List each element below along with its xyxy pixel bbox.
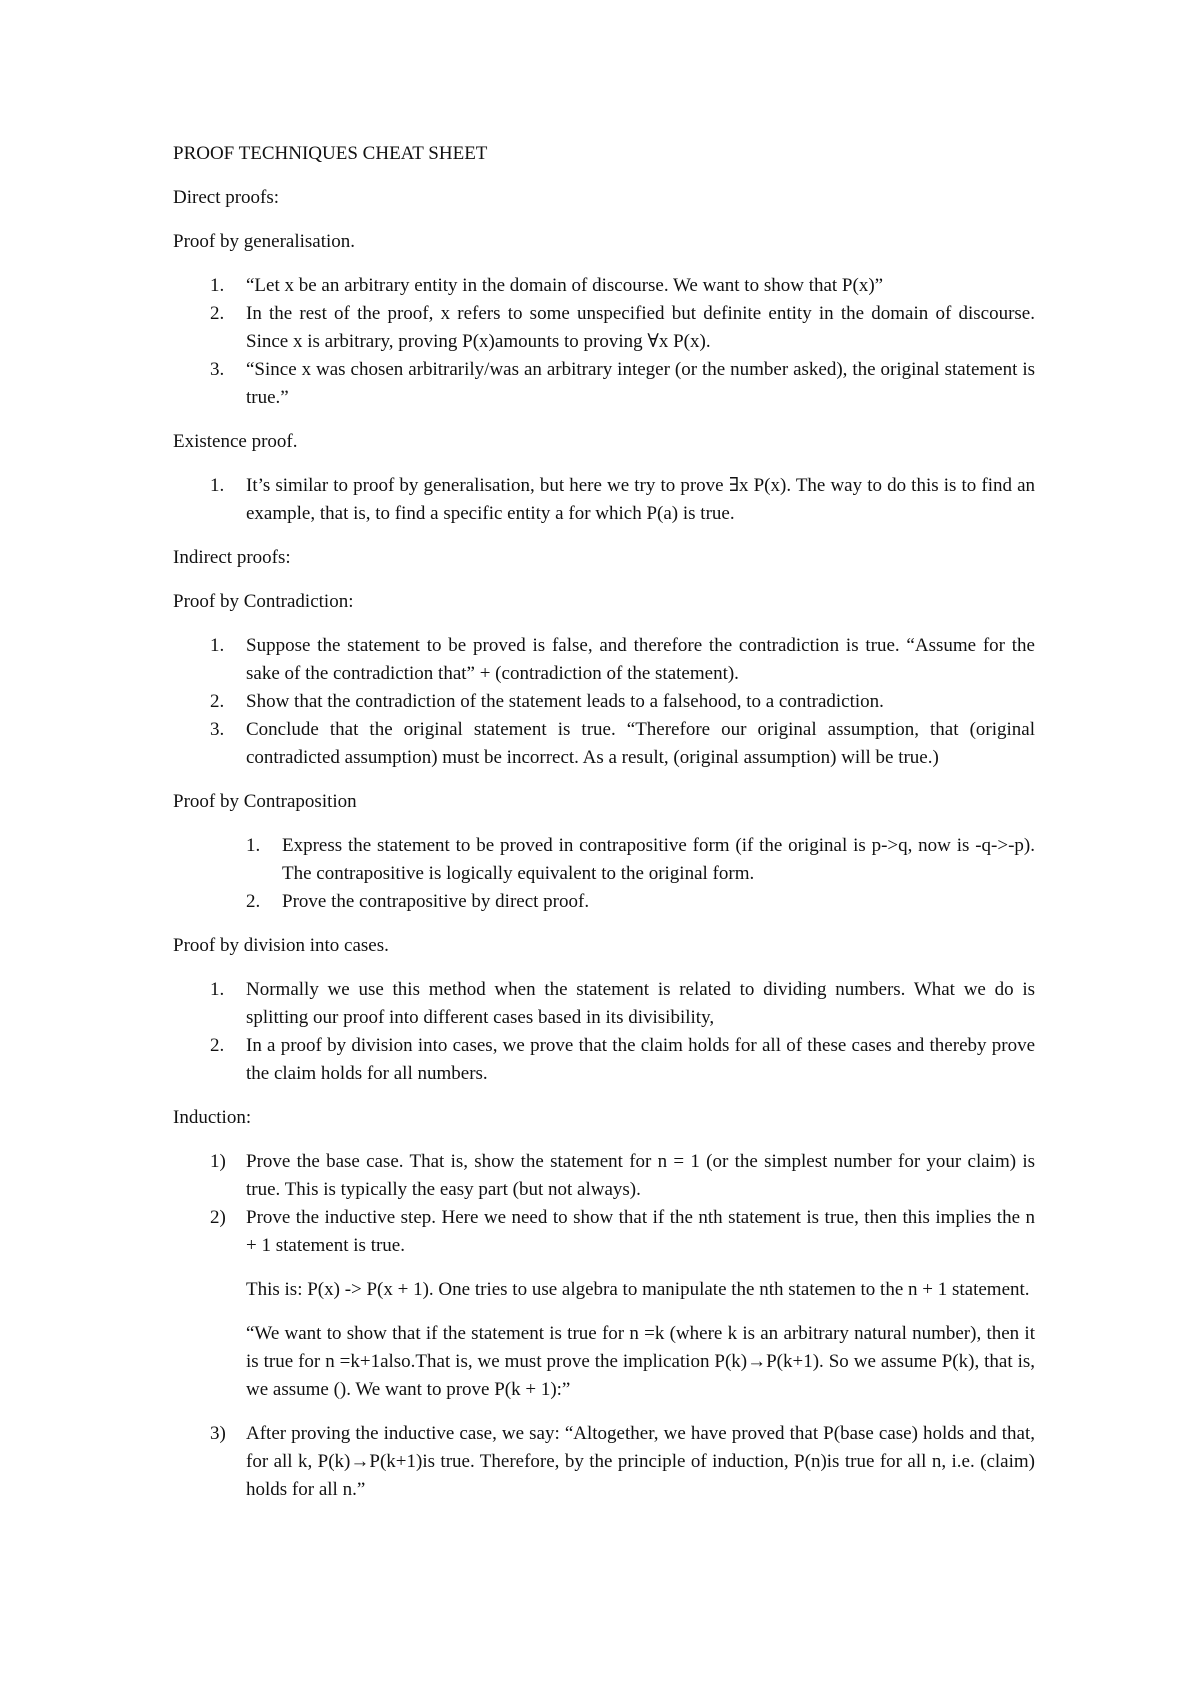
list-text: Show that the contradiction of the statement leads to a falsehood, to a contradiction. xyxy=(246,691,884,712)
list-number: 1) xyxy=(210,1151,226,1172)
list-number: 1. xyxy=(210,635,225,656)
list-item xyxy=(210,1420,1035,1504)
list-item xyxy=(210,716,1035,772)
list-number: 2. xyxy=(210,1035,225,1056)
list-number: 1. xyxy=(210,275,225,296)
list-item xyxy=(210,976,1035,1032)
section-heading-indirect: Indirect proofs: xyxy=(173,547,291,568)
list-item xyxy=(210,632,1035,688)
document-body xyxy=(173,140,1035,1520)
heading-induction: Induction: xyxy=(173,1107,252,1128)
list-cases xyxy=(173,976,1035,1088)
list-item xyxy=(246,832,1035,888)
list-text: In the rest of the proof, x refers to some unspecified but definite entity in the domain of discourse. Since x is arbitrary, proving P(x)amounts to proving ∀x P(x). xyxy=(246,303,1035,352)
list-number: 1. xyxy=(210,979,225,1000)
list-contraposition xyxy=(173,832,1035,916)
list-number: 3) xyxy=(210,1423,226,1444)
list-item xyxy=(210,300,1035,356)
inductive-step-explanation: This is: P(x) -> P(x + 1). One tries to use algebra to manipulate the nth statemen to the n + 1 statement. xyxy=(246,1279,1030,1300)
page-title: PROOF TECHNIQUES CHEAT SHEET xyxy=(173,143,488,164)
list-text: Suppose the statement to be proved is false, and therefore the contradiction is true. “Assume for the sake of the contradiction that” + (contradiction of the statement). xyxy=(246,635,1035,684)
list-item xyxy=(210,1204,1035,1404)
list-text: In a proof by division into cases, we prove that the claim holds for all of these cases and thereby prove the claim holds for all numbers. xyxy=(246,1035,1035,1084)
list-text: Prove the base case. That is, show the statement for n = 1 (or the simplest number for your claim) is true. This is typically the easy part (but not always). xyxy=(246,1151,1035,1200)
list-number: 2) xyxy=(210,1207,226,1228)
list-text: “Since x was chosen arbitrarily/was an arbitrary integer (or the number asked), the original statement is true.” xyxy=(246,359,1035,408)
list-item xyxy=(210,472,1035,528)
list-text: Normally we use this method when the statement is related to dividing numbers. What we do is splitting our proof into different cases based in its divisibility, xyxy=(246,979,1035,1028)
list-item xyxy=(210,272,1035,300)
list-item xyxy=(210,1148,1035,1204)
heading-contraposition: Proof by Contraposition xyxy=(173,791,357,812)
list-number: 1. xyxy=(210,475,225,496)
list-number: 1. xyxy=(246,835,261,856)
list-existence xyxy=(173,472,1035,528)
list-item xyxy=(210,688,1035,716)
inductive-step-template: “We want to show that if the statement is true for n =k (where k is an arbitrary natural number), then it is true for n =k+1also.That is, we must prove the implication P(k)→P(k+1). So we assume P(k), that is, we assume (). We want to prove P(k + 1):” xyxy=(246,1323,1035,1400)
list-text: Express the statement to be proved in contrapositive form (if the original is p->q, now is -q->-p). The contrapositive is logically equivalent to the original form. xyxy=(282,835,1035,884)
list-induction xyxy=(173,1148,1035,1504)
list-contradiction xyxy=(173,632,1035,772)
list-text: “Let x be an arbitrary entity in the domain of discourse. We want to show that P(x)” xyxy=(246,275,884,296)
list-text: Conclude that the original statement is true. “Therefore our original assumption, that (original contradicted assumption) must be incorrect. As a result, (original assumption) will be true.) xyxy=(246,719,1035,768)
list-generalisation xyxy=(173,272,1035,412)
list-text: Prove the contrapositive by direct proof. xyxy=(282,891,590,912)
heading-generalisation: Proof by generalisation. xyxy=(173,231,356,252)
heading-existence: Existence proof. xyxy=(173,431,298,452)
list-number: 2. xyxy=(210,691,225,712)
list-item xyxy=(210,1032,1035,1088)
list-number: 3. xyxy=(210,719,225,740)
heading-contradiction: Proof by Contradiction: xyxy=(173,591,354,612)
list-item xyxy=(246,888,1035,916)
list-number: 2. xyxy=(210,303,225,324)
list-number: 2. xyxy=(246,891,261,912)
list-text: Prove the inductive step. Here we need to show that if the nth statement is true, then this implies the n + 1 statement is true. xyxy=(246,1207,1035,1256)
list-text: It’s similar to proof by generalisation, but here we try to prove ∃x P(x). The way to do this is to find an example, that is, to find a specific entity a for which P(a) is true. xyxy=(246,475,1035,524)
list-number: 3. xyxy=(210,359,225,380)
section-heading-direct: Direct proofs: xyxy=(173,187,280,208)
heading-cases: Proof by division into cases. xyxy=(173,935,389,956)
list-text: After proving the inductive case, we say: “Altogether, we have proved that P(base case) holds and that, for all k, P(k)→P(k+1)is true. Therefore, by the principle of induction, P(n)is true for all n, i.e. (claim) holds for all n.” xyxy=(246,1423,1035,1500)
list-item xyxy=(210,356,1035,412)
